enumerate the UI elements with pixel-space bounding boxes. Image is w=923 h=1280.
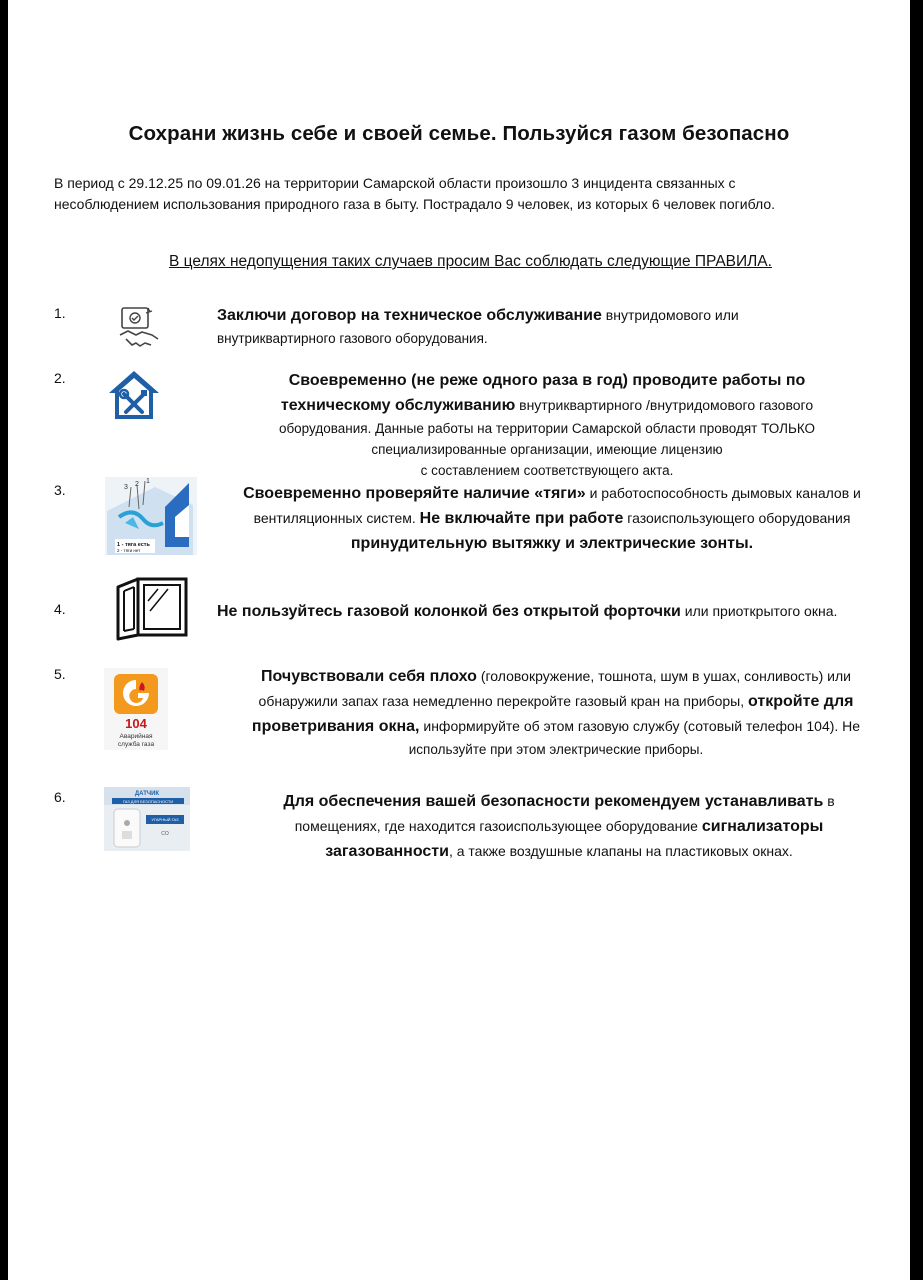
page-title: Сохрани жизнь себе и своей семье. Пользуйся газом безопасно (128, 122, 790, 145)
rule-number: 5. (54, 666, 66, 682)
detector-label: УГАРНЫЙ ГАЗ (151, 817, 179, 822)
intro-paragraph (54, 173, 854, 215)
rule-3-text: Своевременно проверяйте наличие «тяги» и работоспособность дымовых каналов и вентиляционных систем. Не включайте при работе газоиспользующего оборудования принудительную вытяжку и электрические зонты. (243, 485, 861, 552)
chimney-label: 2 - тяги нет (117, 548, 141, 553)
rule-6-text: Для обеспечения вашей безопасности рекомендуем устанавливать в помещениях, где находится газоиспользующее оборудование сигнализаторы загазованности, а также воздушные клапаны на пластиковых окнах. (283, 793, 835, 860)
emergency-number: 104 (125, 716, 147, 731)
chimney-label: 3 (124, 484, 128, 491)
intro-line: несоблюдением использования природного газа в быту. Пострадало 9 человек, из которых 6 человек погибло. (54, 196, 775, 212)
rule-5-text: Почувствовали себя плохо (головокружение, тошнота, шум в ушах, сонливость) или обнаружили запах газа немедленно перекройте газовый кран на приборы, откройте для проветривания окна, информируйте об этом газовую службу (сотовый телефон 104). Не используйте при этом электрические приборы. (251, 668, 861, 757)
detector-label: CO (161, 831, 169, 837)
rule-1-text: Заключи договор на техническое обслуживание внутридомового или внутриквартирного газового оборудования. (217, 307, 739, 346)
rule-number: 1. (54, 305, 66, 321)
contract-handshake-icon (116, 305, 162, 351)
detector-label: ГАЗ ДЛЯ БЕЗОПАСНОСТИ (122, 799, 174, 804)
emergency-label: Аварийная (119, 733, 153, 740)
emergency-label: служба газа (117, 741, 155, 748)
intro-line: В период с 29.12.25 по 09.01.26 на территории Самарской области произошло 3 инцидента связанных с (54, 175, 736, 191)
rules-heading: В целях недопущения таких случаев просим Вас соблюдать следующие ПРАВИЛА. (169, 253, 772, 270)
open-window-icon (114, 575, 190, 641)
document-page (8, 0, 910, 1280)
gas-detector-icon (104, 787, 190, 851)
chimney-label: 2 (135, 481, 139, 488)
chimney-label: 1 (146, 478, 150, 485)
chimney-draft-icon (105, 477, 197, 555)
detector-label: ДАТЧИК (134, 791, 160, 797)
rule-number: 3. (54, 482, 66, 498)
rule-number: 2. (54, 370, 66, 386)
rule-number: 4. (54, 601, 66, 617)
house-tools-icon (105, 367, 163, 423)
emergency-gas-104-icon (104, 668, 168, 750)
rule-number: 6. (54, 789, 66, 805)
rule-2-text: Своевременно (не реже одного раза в год) проводите работы по техническому обслуживанию внутриквартирного /внутридомового газового оборудования. Данные работы на территории Самарской области проводят ТОЛЬКО специализированные организации, имеющие лицензию с составлением соответствующего акта. (278, 372, 816, 478)
chimney-label: 1 - тяга есть (117, 542, 150, 548)
rule-4-text: Не пользуйтесь газовой колонкой без открытой форточки или приоткрытого окна. (217, 603, 838, 620)
